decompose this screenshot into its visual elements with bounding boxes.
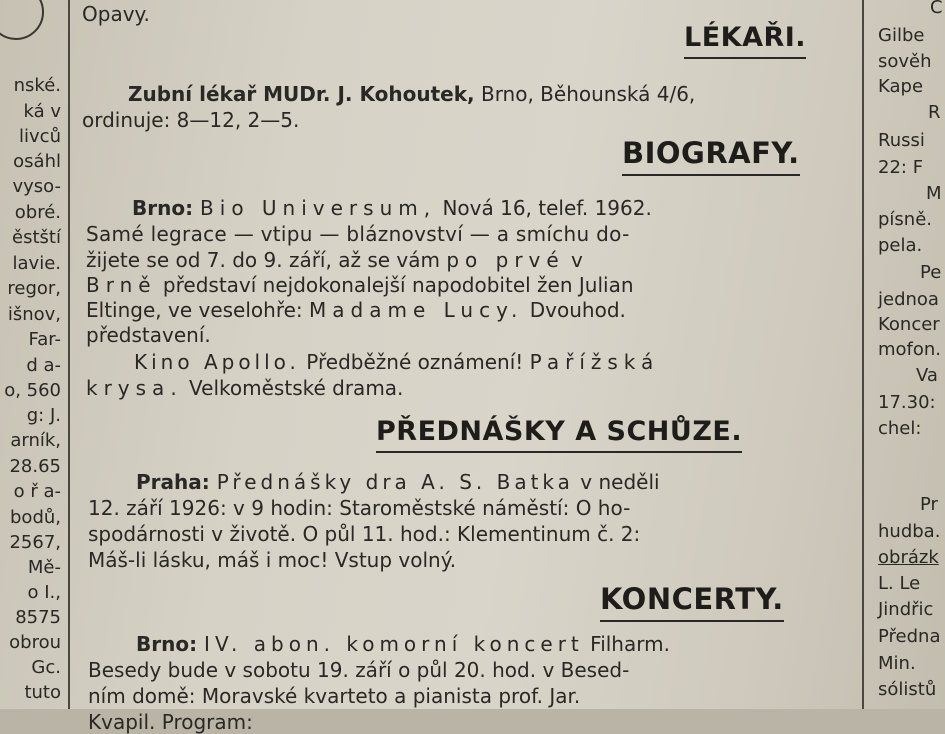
right-line: Předna (878, 626, 941, 647)
left-line: regor, (7, 278, 61, 299)
heading-biografy: BIOGRAFY. (622, 136, 800, 170)
right-line: Russi (878, 130, 925, 151)
right-line: obrázk (878, 547, 939, 568)
left-line: obré. (14, 202, 61, 223)
left-line: Mě- (27, 557, 61, 578)
left-line: g: J. (26, 405, 61, 426)
biografy-line-6: představení. (86, 323, 211, 347)
right-line: Pr (920, 494, 938, 515)
right-line: sověh (878, 51, 932, 72)
prednasky-line-3: spodárnosti v životě. O půl 11. hod.: Klementinum č. 2: (88, 522, 641, 546)
right-line: jednoa (878, 289, 939, 310)
left-line: o, 560 (4, 380, 61, 401)
left-line: vyso- (12, 176, 61, 197)
koncerty-line-1: Brno: IV. abon. komorní koncert Filharm. (136, 632, 670, 656)
film-title: Madame Lucy. (309, 298, 524, 322)
left-line: nské. (13, 75, 61, 96)
left-line: o ř a- (13, 481, 61, 502)
left-line: tuto (24, 682, 61, 703)
right-column (868, 0, 945, 709)
left-line: išnov, (7, 304, 61, 325)
right-line: Pe (920, 262, 942, 283)
doctor-address: Brno, Běhounská 4/6, (474, 82, 696, 106)
biografy-line-2: Samé legrace — vtipu — bláznovství — a smíchu do- (86, 222, 630, 246)
left-line: lavie. (12, 253, 61, 274)
koncerty-line-2: Besedy bude v sobotu 19. září o půl 20. hod. v Besed- (88, 658, 630, 682)
heading-lekari: LÉKAŘI. (684, 22, 807, 53)
left-line: livců (19, 126, 61, 147)
biografy-line-4: Brně představí nejdokonalejší napodobitel žen Julian (86, 273, 634, 297)
biografy-line-1: Brno: Bio Universum, Nová 16, telef. 1962. (132, 196, 652, 220)
right-line: Gilbe (878, 25, 925, 46)
right-line: mofon. (878, 339, 942, 360)
right-line: 22: F (878, 157, 924, 178)
opening-line: Opavy. (82, 2, 150, 26)
right-line: M (926, 183, 942, 204)
left-line: arník, (10, 430, 61, 451)
clock-ornament-icon (0, 0, 44, 40)
right-line: R (928, 102, 941, 123)
biografy-line-3: žijete se od 7. do 9. září, až se vám po prvé v (86, 248, 583, 272)
left-line: 8575 (15, 607, 61, 628)
lekari-line-2: ordinuje: 8—12, 2—5. (82, 108, 300, 132)
right-line: písně. (878, 209, 933, 230)
heading-prednasky: PŘEDNÁŠKY A SCHŮZE. (376, 416, 743, 447)
biografy-line-7: Kino Apollo. Předběžné oznámení! Pařížská (134, 350, 660, 374)
right-line: C (930, 0, 943, 18)
prednasky-line-4: Máš-li lásku, máš i moc! Vstup volný. (88, 548, 457, 572)
right-line: hudba. (878, 521, 941, 542)
right-line: chel: (878, 418, 922, 439)
koncerty-line-3: ním domě: Moravské kvarteto a pianista prof. Jar. (88, 684, 581, 708)
biografy-line-5: Eltinge, ve veselohře: Madame Lucy. Dvouhod. (86, 298, 626, 322)
left-line: obrou (9, 632, 61, 653)
concert-title: IV. abon. komorní koncert (204, 632, 584, 656)
lekari-line-1 (128, 82, 695, 106)
prednasky-line-1: Praha: Přednášky dra A. S. Batka v neděli (136, 470, 660, 494)
right-line: L. Le (878, 573, 921, 594)
doctor-name: Zubní lékař MUDr. J. Kohoutek, (128, 82, 475, 106)
right-line: Min. (878, 653, 916, 674)
left-line: ěstští (12, 227, 61, 248)
main-column (76, 0, 856, 734)
left-line: osáhl (13, 151, 61, 172)
column-divider-right (862, 0, 864, 709)
right-line: Jindřic (878, 599, 934, 620)
koncerty-line-4: Kvapil. Program: (88, 710, 253, 734)
left-line: bodů, (10, 507, 61, 528)
left-line: o I., (27, 582, 61, 603)
right-line: 17.30: (878, 392, 936, 413)
left-line: Gc. (31, 657, 61, 678)
prednasky-line-2: 12. září 1926: v 9 hodin: Staroměstské náměstí: O ho- (88, 496, 631, 520)
right-line: Koncer (878, 314, 940, 335)
left-line: ká v (23, 101, 61, 122)
biografy-line-8: krysa. Velkoměstské drama. (86, 376, 404, 400)
left-line: 28.65 (9, 456, 61, 477)
lecture-series: Přednášky dra A. S. Batka (216, 470, 574, 494)
left-line: 2567, (9, 532, 61, 553)
heading-koncerty: KONCERTY. (600, 582, 784, 616)
left-line: Far- (28, 329, 61, 350)
right-line: Kape (878, 76, 924, 97)
right-line: sólistů (878, 679, 937, 700)
cinema-name: Bio Universum, (200, 196, 437, 220)
right-line: pela. (878, 235, 923, 256)
left-line: d a- (26, 355, 61, 376)
left-column (0, 0, 66, 709)
column-divider-left (68, 0, 70, 709)
right-line: Va (916, 365, 938, 386)
